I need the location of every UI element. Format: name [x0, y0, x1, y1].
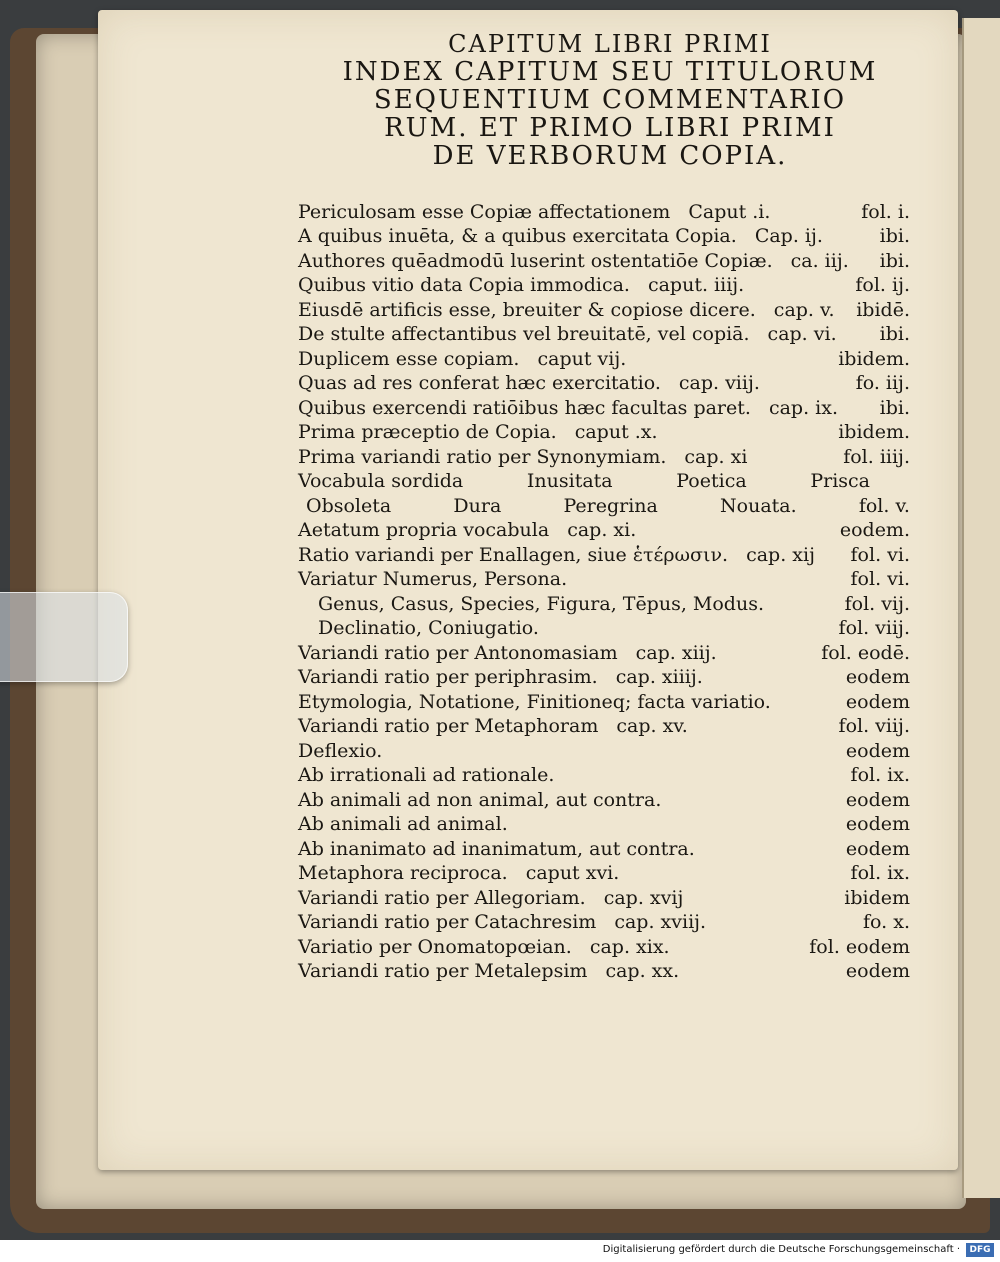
- folio-ref: eodem.: [839, 519, 910, 541]
- entry-title: Duplicem esse copiam.: [298, 347, 520, 370]
- entry-title: Ab inanimato ad inanimatum, aut contra.: [298, 837, 695, 860]
- folio-ref: ibi.: [879, 249, 910, 272]
- folio-ref: fol. eodē.: [821, 641, 910, 664]
- folio-ref: fol. iiij.: [843, 445, 910, 468]
- facing-page-edge: [962, 18, 1000, 1198]
- entry-chapter: cap. xix.: [589, 935, 670, 958]
- index-entry: [298, 713, 910, 738]
- entry-chapter: cap. xi.: [567, 519, 637, 541]
- index-entry: [298, 198, 910, 223]
- vocabula-word: Obsoleta: [306, 494, 392, 517]
- entry-chapter: Cap. ij.: [754, 225, 823, 247]
- folio-ref: fol. vi.: [850, 568, 910, 590]
- entry-title: Ab irrationali ad rationale.: [298, 764, 555, 786]
- index-entry: [298, 811, 910, 836]
- folio-ref: fol. vi.: [850, 543, 910, 566]
- entry-title: Variandi ratio per Metaphoram: [298, 715, 599, 737]
- vocabula-row: [298, 468, 910, 493]
- heading-line: SEQUENTIUM COMMENTARIO: [373, 85, 847, 115]
- entry-title: Quibus vitio data Copia immodica.: [298, 274, 630, 296]
- folio-ref: ibidem.: [838, 347, 910, 370]
- index-entry: [298, 247, 910, 272]
- index-entry: [298, 958, 910, 983]
- entry-title: Metaphora reciproca.: [298, 862, 508, 884]
- entry-chapter: cap. viij.: [678, 372, 760, 394]
- entry-title: Variandi ratio per Antonomasiam: [298, 641, 618, 664]
- folio-ref: eodem: [845, 837, 910, 860]
- entry-chapter: cap. xi: [684, 445, 748, 468]
- index-entry: [298, 664, 910, 689]
- entry-title: Quibus exercendi ratiōibus hæc facultas paret.: [298, 396, 751, 419]
- index-entry: [298, 370, 910, 395]
- index-entry: [298, 786, 910, 811]
- dfg-logo: DFG: [966, 1243, 994, 1257]
- entry-title: Genus, Casus, Species, Figura, Tēpus, Modus.: [318, 592, 764, 615]
- footer-bar: [0, 1240, 1000, 1262]
- entry-chapter: cap. xij: [746, 543, 815, 566]
- chapter-index-list: [298, 198, 910, 982]
- entry-chapter: cap. xv.: [616, 715, 688, 737]
- folio-ref: eodem: [845, 666, 910, 688]
- entry-chapter: caput. iiij.: [647, 274, 745, 296]
- vocabula-word: Nouata.: [720, 494, 797, 517]
- index-entry: [298, 321, 910, 346]
- entry-title: Variandi ratio per periphrasim.: [298, 666, 598, 688]
- index-entry: [298, 737, 910, 762]
- index-entry: [298, 223, 910, 248]
- index-entry: [298, 909, 910, 934]
- entry-title: Variatio per Onomatopœian.: [298, 935, 572, 958]
- folio-ref: ibidem: [844, 886, 910, 909]
- entry-title: Ratio variandi per Enallagen, siue ἑτέρωσιν.: [298, 543, 729, 566]
- folio-ref: fol. i.: [861, 200, 910, 223]
- entry-title: De stulte affectantibus vel breuitatē, vel copiā.: [298, 323, 750, 345]
- index-heading: [300, 30, 920, 170]
- folio-ref: fol. ix.: [850, 764, 910, 786]
- vocabula-row: [298, 492, 910, 517]
- folio-ref: fo. iij.: [855, 372, 910, 394]
- index-entry: [298, 272, 910, 297]
- folio-ref: fol. viij.: [838, 715, 910, 737]
- vocabula-word: Inusitata: [526, 470, 613, 492]
- index-entry: [298, 590, 910, 615]
- folio-ref: eodem: [845, 690, 910, 713]
- funding-notice: Digitalisierung gefördert durch die Deutsche Forschungsgemeinschaft ·: [602, 1244, 960, 1255]
- entry-title: Variandi ratio per Catachresim: [298, 911, 597, 933]
- folio-ref: fo. x.: [863, 911, 910, 933]
- page-holder-clip: [0, 592, 128, 682]
- heading-line: DE VERBORUM COPIA.: [432, 141, 788, 171]
- heading-line: CAPITUM LIBRI PRIMI: [448, 30, 772, 58]
- folio-ref: fol. v.: [858, 494, 910, 517]
- index-entry: [298, 688, 910, 713]
- index-entry: [298, 419, 910, 444]
- index-entry: [298, 933, 910, 958]
- entry-title: Deflexio.: [298, 739, 383, 762]
- index-entry: [298, 639, 910, 664]
- index-entry: [298, 860, 910, 885]
- folio-ref: fol. eodem: [809, 935, 910, 958]
- entry-title: Authores quēadmodū luserint ostentatiōe Copiæ.: [298, 249, 773, 272]
- heading-line: RUM. ET PRIMO LIBRI PRIMI: [384, 113, 836, 143]
- entry-title: Quas ad res conferat hæc exercitatio.: [298, 372, 661, 394]
- index-entry: [298, 835, 910, 860]
- folio-ref: fol. viij.: [838, 617, 910, 639]
- entry-title: A quibus inuēta, & a quibus exercitata Copia.: [298, 225, 737, 247]
- entry-title: Declinatio, Coniugatio.: [318, 617, 539, 639]
- entry-chapter: cap. xiij.: [635, 641, 717, 664]
- index-entry: [298, 615, 910, 640]
- vocabula-word: Dura: [453, 494, 502, 517]
- index-entry: [298, 443, 910, 468]
- index-entry: [298, 762, 910, 787]
- index-entry: [298, 884, 910, 909]
- index-entry: [298, 296, 910, 321]
- folio-ref: ibi.: [879, 396, 910, 419]
- folio-ref: eodem: [845, 813, 910, 835]
- entry-title: Variatur Numerus, Persona.: [298, 568, 568, 590]
- entry-title: Periculosam esse Copiæ affectationem: [298, 200, 671, 223]
- entry-chapter: Caput .i.: [688, 200, 771, 223]
- folio-ref: eodem: [845, 960, 910, 982]
- folio-ref: ibi.: [879, 225, 910, 247]
- entry-chapter: cap. ix.: [768, 396, 838, 419]
- entry-chapter: cap. vi.: [767, 323, 837, 345]
- entry-title: Aetatum propria vocabula: [298, 519, 550, 541]
- folio-ref: fol. vij.: [844, 592, 910, 615]
- entry-title: Prima variandi ratio per Synonymiam.: [298, 445, 667, 468]
- entry-title: Prima præceptio de Copia.: [298, 421, 557, 443]
- folio-ref: eodem: [845, 739, 910, 762]
- entry-title: Ab animali ad non animal, aut contra.: [298, 788, 662, 811]
- index-entry: [298, 517, 910, 542]
- entry-title: Eiusdē artificis esse, breuiter & copiose dicere.: [298, 298, 756, 321]
- folio-ref: fol. ix.: [850, 862, 910, 884]
- entry-title: Variandi ratio per Metalepsim: [298, 960, 588, 982]
- vocabula-word: Poetica: [676, 470, 747, 492]
- entry-chapter: cap. xvij: [603, 886, 684, 909]
- folio-ref: ibi.: [879, 323, 910, 345]
- entry-title: Ab animali ad animal.: [298, 813, 508, 835]
- vocabula-word: Vocabula sordida: [298, 470, 464, 492]
- entry-chapter: ca. iij.: [790, 249, 849, 272]
- index-entry: [298, 345, 910, 370]
- entry-chapter: caput vij.: [537, 347, 627, 370]
- folio-ref: ibidē.: [856, 298, 910, 321]
- entry-chapter: cap. xx.: [605, 960, 680, 982]
- entry-title: Etymologia, Notatione, Finitioneq; facta variatio.: [298, 690, 771, 713]
- folio-ref: ibidem.: [838, 421, 910, 443]
- vocabula-word: Prisca: [810, 470, 870, 492]
- entry-chapter: cap. v.: [773, 298, 835, 321]
- entry-chapter: cap. xviij.: [614, 911, 707, 933]
- vocabula-word: Peregrina: [563, 494, 658, 517]
- index-entry: [298, 541, 910, 566]
- entry-chapter: caput xvi.: [525, 862, 620, 884]
- folio-ref: eodem: [845, 788, 910, 811]
- entry-chapter: cap. xiiij.: [615, 666, 703, 688]
- entry-chapter: caput .x.: [574, 421, 658, 443]
- index-entry: [298, 394, 910, 419]
- entry-title: Variandi ratio per Allegoriam.: [298, 886, 586, 909]
- folio-ref: fol. ij.: [855, 274, 910, 296]
- index-entry: [298, 566, 910, 591]
- heading-line: INDEX CAPITUM SEU TITULORUM: [342, 57, 878, 87]
